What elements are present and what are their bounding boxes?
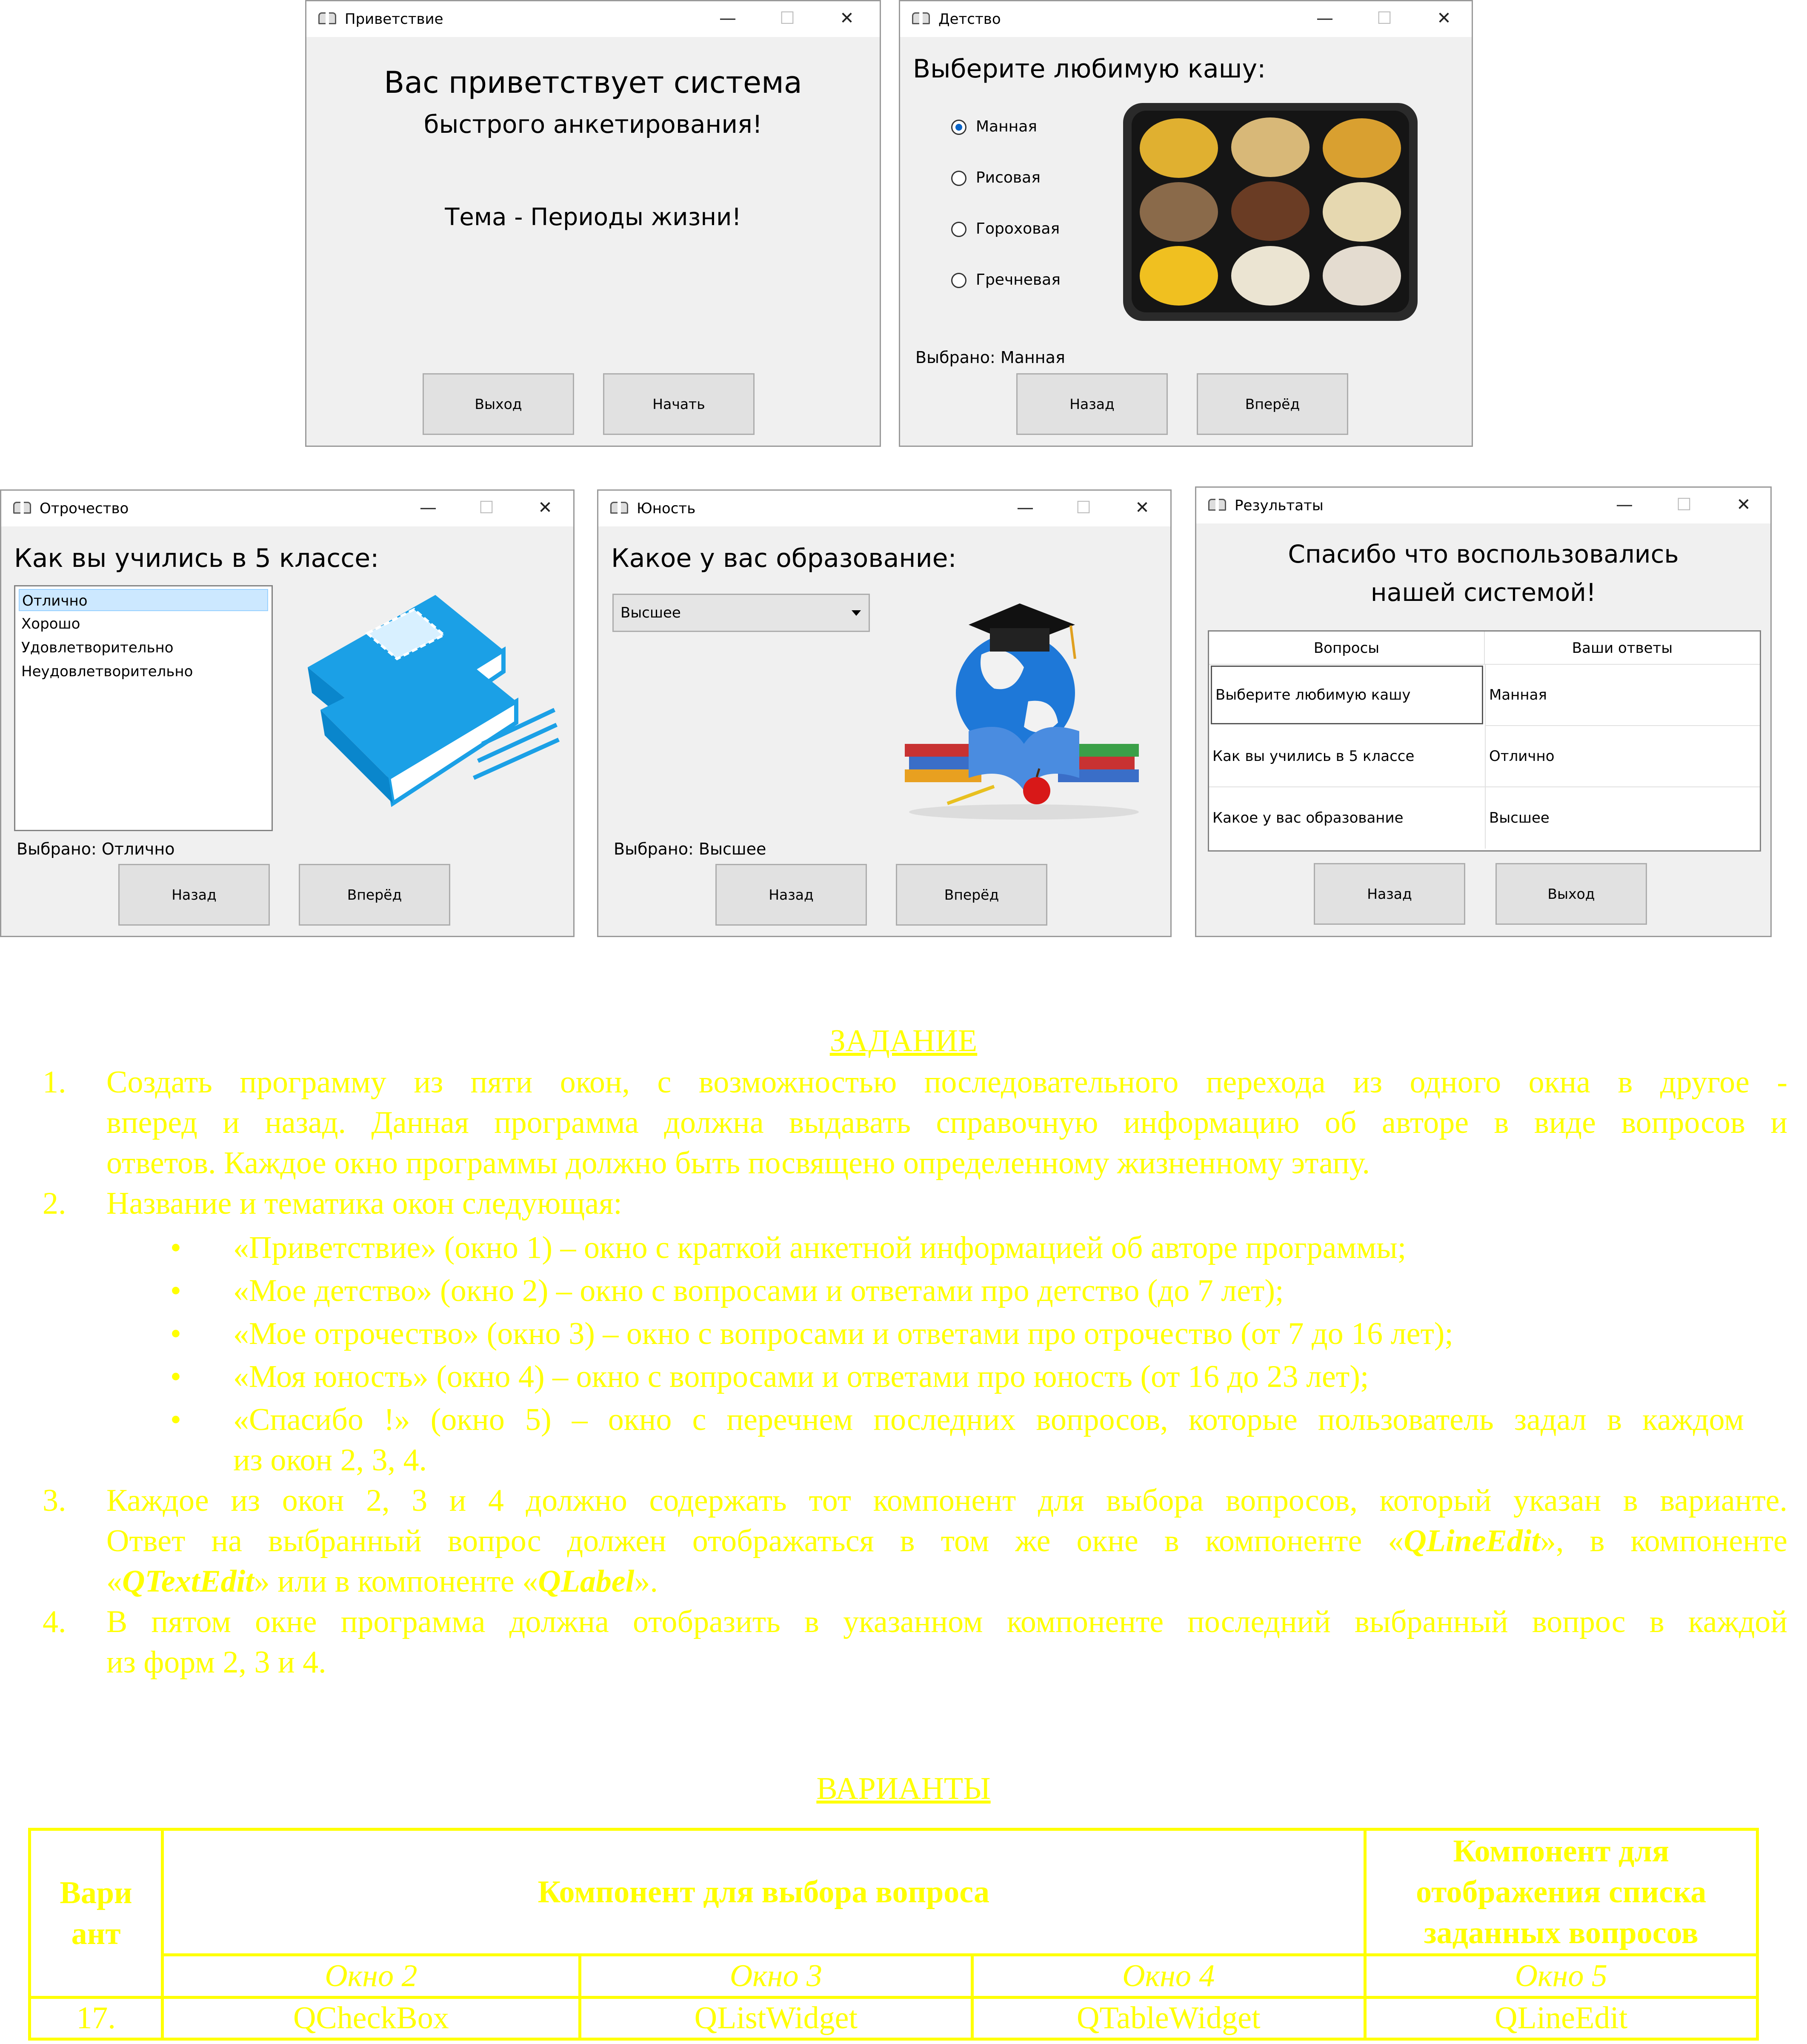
window-adolescence bbox=[0, 489, 575, 937]
app-icon bbox=[318, 12, 336, 24]
welcome-line1: Вас приветствует система bbox=[384, 65, 802, 100]
question-label: Выберите любимую кашу: bbox=[913, 54, 1266, 84]
text-run: » или в компоненте « bbox=[254, 1564, 538, 1599]
bullet-dot: • bbox=[170, 1273, 181, 1308]
variant-number: 17. bbox=[30, 1998, 163, 2039]
minimize-icon[interactable]: — bbox=[1316, 9, 1333, 28]
selected-label: Выбрано: Манная bbox=[915, 348, 1065, 367]
task-heading: ЗАДАНИЕ bbox=[829, 1023, 978, 1058]
table-cell-answer[interactable]: Высшее bbox=[1485, 787, 1760, 849]
header-display-line: Компонент для bbox=[1453, 1834, 1670, 1869]
subheader-window: Окно 2 bbox=[163, 1955, 580, 1998]
minimize-icon[interactable]: — bbox=[1616, 495, 1633, 515]
task-item-2-line: Название и тематика окон следующая: bbox=[106, 1186, 622, 1221]
subheader-window: Окно 5 bbox=[1365, 1955, 1757, 1998]
task-item-1-line: Создать программу из пяти окон, с возможностью последовательного перехода из одного окна в другое - bbox=[106, 1065, 1787, 1100]
minimize-icon[interactable]: — bbox=[1017, 498, 1034, 517]
table-row bbox=[30, 1998, 1758, 2039]
title-bar[interactable] bbox=[306, 1, 880, 37]
bullet-dot: • bbox=[170, 1402, 181, 1437]
bullet-text: «Мое детство» (окно 2) – окно с вопросами и ответами про детство (до 7 лет); bbox=[233, 1273, 1284, 1308]
window-youth bbox=[597, 489, 1172, 937]
app-icon bbox=[13, 502, 31, 514]
topic-label: Тема - Периоды жизни! bbox=[445, 203, 741, 231]
radio-button[interactable] bbox=[951, 273, 966, 288]
selected-label: Выбрано: Отлично bbox=[17, 840, 175, 858]
back-button[interactable]: Назад bbox=[118, 864, 270, 926]
task-item-4-line: из форм 2, 3 и 4. bbox=[106, 1645, 326, 1680]
radio-label: Манная bbox=[976, 118, 1037, 135]
question-label: Как вы учились в 5 классе: bbox=[14, 543, 379, 573]
task-item-3-line: Каждое из окон 2, 3 и 4 должно содержать тот компонент для выбора вопросов, который указан в варианте. bbox=[106, 1483, 1787, 1518]
education-combobox[interactable] bbox=[612, 594, 870, 632]
window-welcome bbox=[305, 0, 881, 447]
table-header-questions[interactable]: Вопросы bbox=[1209, 632, 1485, 665]
bullet-dot: • bbox=[170, 1230, 181, 1265]
subheader-window: Окно 4 bbox=[972, 1955, 1365, 1998]
close-icon[interactable]: ✕ bbox=[1437, 9, 1451, 28]
table-row bbox=[30, 1830, 1758, 1955]
start-button[interactable]: Начать bbox=[603, 373, 755, 435]
radio-button-checked[interactable] bbox=[951, 120, 966, 135]
bullet-text: «Спасибо !» (окно 5) – окно с перечнем последних вопросов, которые пользователь задал в каждом bbox=[233, 1402, 1744, 1437]
bullet-text: «Мое отрочество» (окно 3) – окно с вопросами и ответами про отрочество (от 7 до 16 лет); bbox=[233, 1316, 1453, 1351]
window-results bbox=[1195, 486, 1772, 937]
subheader-window: Окно 3 bbox=[580, 1955, 972, 1998]
window-title: Юность bbox=[637, 500, 696, 517]
books-image bbox=[295, 582, 563, 833]
selected-label: Выбрано: Высшее bbox=[614, 840, 766, 858]
radio-button[interactable] bbox=[951, 171, 966, 186]
text-run: ». bbox=[634, 1564, 658, 1599]
forward-button[interactable]: Вперёд bbox=[896, 864, 1047, 926]
bullet-dot: • bbox=[170, 1316, 181, 1351]
forward-button[interactable]: Вперёд bbox=[1197, 373, 1348, 435]
text-run: Ответ на выбранный вопрос должен отображаться в том же окне в компоненте « bbox=[106, 1524, 1404, 1558]
radio-label: Рисовая bbox=[976, 169, 1041, 186]
component-name: QLabel bbox=[538, 1564, 635, 1599]
list-item[interactable]: Хорошо bbox=[21, 615, 80, 632]
header-select-component: Компонент для выбора вопроса bbox=[163, 1830, 1365, 1955]
window-childhood bbox=[899, 0, 1473, 447]
header-variant-line: Вари bbox=[60, 1875, 132, 1910]
table-cell-question[interactable]: Как вы учились в 5 классе bbox=[1209, 726, 1485, 787]
back-button[interactable]: Назад bbox=[715, 864, 867, 926]
welcome-line2: быстрого анкетирования! bbox=[423, 110, 763, 139]
minimize-icon[interactable]: — bbox=[719, 9, 736, 28]
component-name: QLineEdit bbox=[1404, 1524, 1541, 1558]
window-title: Приветствие bbox=[345, 11, 443, 28]
dropdown-arrow-icon[interactable] bbox=[852, 610, 861, 616]
back-button[interactable]: Назад bbox=[1314, 863, 1465, 925]
minimize-icon[interactable]: — bbox=[420, 498, 437, 517]
app-icon bbox=[912, 12, 930, 24]
task-item-1-line: ответов. Каждое окно программы должно быть посвящено определенному жизненному этапу. bbox=[106, 1146, 1370, 1181]
thanks-line1: Спасибо что воспользовались bbox=[1288, 540, 1679, 569]
title-bar[interactable] bbox=[1196, 488, 1770, 523]
maximize-icon[interactable]: ☐ bbox=[479, 498, 494, 517]
question-label: Какое у вас образование: bbox=[611, 543, 957, 573]
results-table[interactable] bbox=[1208, 630, 1761, 852]
header-display-line: заданных вопросов bbox=[1424, 1915, 1698, 1950]
task-item-4-line: В пятом окне программа должна отобразить в указанном компоненте последний выбранный вопрос в каждой bbox=[106, 1604, 1787, 1639]
task-item-3-line bbox=[106, 1561, 658, 1602]
table-row bbox=[30, 1955, 1758, 1998]
app-icon bbox=[1208, 499, 1226, 511]
table-cell-question[interactable]: Какое у вас образование bbox=[1212, 809, 1404, 826]
combobox-value: Высшее bbox=[620, 604, 681, 621]
bullet-dot: • bbox=[170, 1359, 181, 1394]
close-icon[interactable]: ✕ bbox=[538, 498, 552, 517]
table-cell-question[interactable]: Выберите любимую кашу bbox=[1211, 666, 1483, 724]
bullet-text: «Моя юность» (окно 4) – окно с вопросами и ответами про юность (от 16 до 23 лет); bbox=[233, 1359, 1369, 1394]
close-icon[interactable]: ✕ bbox=[840, 9, 854, 28]
variant-cell: QTableWidget bbox=[972, 1998, 1365, 2039]
list-widget[interactable] bbox=[14, 585, 273, 831]
variant-cell: QLineEdit bbox=[1365, 1998, 1757, 2039]
grain-tray-image bbox=[1117, 97, 1424, 327]
table-cell-answer[interactable]: Манная bbox=[1485, 665, 1760, 726]
maximize-icon[interactable]: ☐ bbox=[1076, 498, 1091, 517]
item-number: 4. bbox=[43, 1604, 66, 1639]
window-title: Отрочество bbox=[40, 500, 129, 517]
task-item-3-line bbox=[106, 1521, 1787, 1561]
table-cell-answer[interactable]: Отлично bbox=[1485, 726, 1760, 787]
text-run: « bbox=[106, 1564, 122, 1599]
item-number: 2. bbox=[43, 1186, 66, 1221]
item-number: 3. bbox=[43, 1483, 66, 1518]
bullet-text: «Приветствие» (окно 1) – окно с краткой анкетной информацией об авторе программы; bbox=[233, 1230, 1407, 1265]
variants-heading: ВАРИАНТЫ bbox=[816, 1771, 991, 1806]
list-item-selected[interactable]: Отлично bbox=[19, 589, 268, 611]
variant-cell: QListWidget bbox=[580, 1998, 972, 2039]
exit-button[interactable]: Выход bbox=[423, 373, 574, 435]
maximize-icon[interactable]: ☐ bbox=[1377, 9, 1392, 28]
window-title: Результаты bbox=[1235, 497, 1324, 514]
variant-cell: QCheckBox bbox=[163, 1998, 580, 2039]
text-run: », в компоненте bbox=[1540, 1524, 1787, 1558]
task-item-1-line: вперед и назад. Данная программа должна выдавать справочную информацию об авторе в виде вопросов и bbox=[106, 1105, 1787, 1140]
title-bar[interactable] bbox=[900, 1, 1472, 37]
maximize-icon[interactable]: ☐ bbox=[1676, 495, 1692, 515]
header-variant bbox=[30, 1830, 163, 1998]
header-display-line: отображения списка bbox=[1416, 1875, 1707, 1910]
radio-label: Гороховая bbox=[976, 220, 1060, 237]
bullet-text-continued: из окон 2, 3, 4. bbox=[233, 1443, 427, 1478]
forward-button[interactable]: Вперёд bbox=[299, 864, 450, 926]
header-variant-line: ант bbox=[71, 1916, 121, 1951]
window-title: Детство bbox=[938, 11, 1001, 28]
item-number: 1. bbox=[43, 1065, 66, 1100]
radio-button[interactable] bbox=[951, 222, 966, 237]
exit-button[interactable]: Выход bbox=[1495, 863, 1647, 925]
list-item[interactable]: Удовлетворительно bbox=[21, 639, 174, 656]
title-bar[interactable] bbox=[598, 491, 1170, 526]
maximize-icon[interactable]: ☐ bbox=[780, 9, 795, 28]
table-header-answers[interactable]: Ваши ответы bbox=[1485, 632, 1760, 665]
variants-table bbox=[28, 1828, 1759, 2041]
radio-label: Гречневая bbox=[976, 271, 1061, 289]
title-bar[interactable] bbox=[1, 491, 573, 526]
close-icon[interactable]: ✕ bbox=[1736, 495, 1751, 515]
close-icon[interactable]: ✕ bbox=[1135, 498, 1149, 517]
header-display-component bbox=[1365, 1830, 1757, 1955]
graduation-globe-image bbox=[896, 591, 1152, 825]
app-icon bbox=[610, 502, 628, 514]
back-button[interactable]: Назад bbox=[1016, 373, 1168, 435]
thanks-line2: нашей системой! bbox=[1370, 578, 1596, 607]
list-item[interactable]: Неудовлетворительно bbox=[21, 663, 193, 680]
component-name: QTextEdit bbox=[122, 1564, 254, 1599]
